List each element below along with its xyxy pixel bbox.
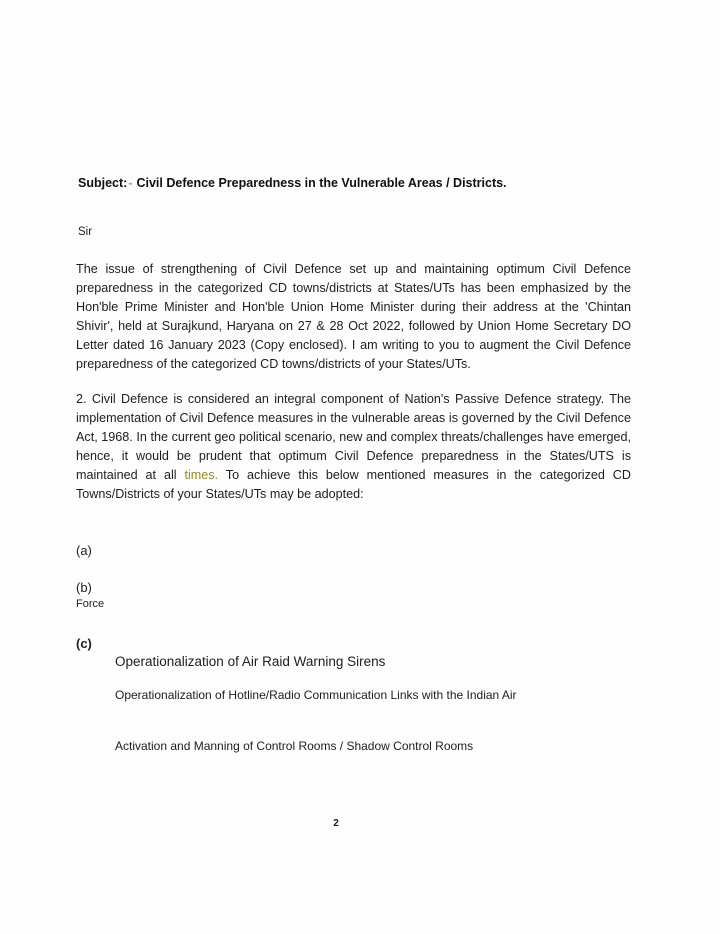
measure-control-rooms: Activation and Manning of Control Rooms / Shadow Control Rooms: [115, 739, 474, 753]
paragraph-2-text: 2. Civil Defence is considered an integral component of Nation's Passive Defence strategy. The implementation of Civil Defence measures in the vulnerable areas is governed by the Civil Defence Act, 1968. In the current geo political scenario, new and complex threats/challenges have emerged, hence, it would be prudent that optimum Civil Defence preparedness in the States/UTS is maintained at all: [76, 392, 631, 482]
subject-line: [78, 176, 507, 190]
paragraph-2-highlight: times.: [184, 468, 219, 482]
measure-air-raid-sirens: Operationalization of Air Raid Warning Sirens: [115, 654, 386, 669]
subject-label: Subject:: [78, 176, 128, 190]
measure-hotline-radio-links: Operationalization of Hotline/Radio Communication Links with the Indian Air: [115, 688, 517, 702]
item-a-label: (a): [76, 543, 92, 558]
paragraph-2: [76, 390, 631, 504]
subject-separator: -: [128, 176, 133, 190]
salutation: Sir: [78, 226, 93, 238]
paragraph-2-text-end: To achieve this below mentioned measures in the categorized CD Towns/Districts of your States/UTs may be adopted:: [76, 468, 631, 501]
item-c-label: (c): [76, 636, 92, 651]
page-number: 2: [333, 818, 339, 829]
item-b-fragment: Force: [76, 598, 105, 610]
subject-text: Civil Defence Preparedness in the Vulnerable Areas / Districts.: [136, 176, 507, 190]
item-b-label: (b): [76, 580, 92, 595]
paragraph-1: The issue of strengthening of Civil Defence set up and maintaining optimum Civil Defence preparedness in the categorized CD towns/districts at States/UTs has been emphasized by the Hon'ble Prime Minister and Hon'ble Union Home Minister during their address at the 'Chintan Shivir', held at Surajkund, Haryana on 27 & 28 Oct 2022, followed by Union Home Secretary DO Letter dated 16 January 2023 (Copy enclosed). I am writing to you to augment the Civil Defence preparedness of the categorized CD towns/districts of your States/UTs.: [76, 262, 631, 371]
